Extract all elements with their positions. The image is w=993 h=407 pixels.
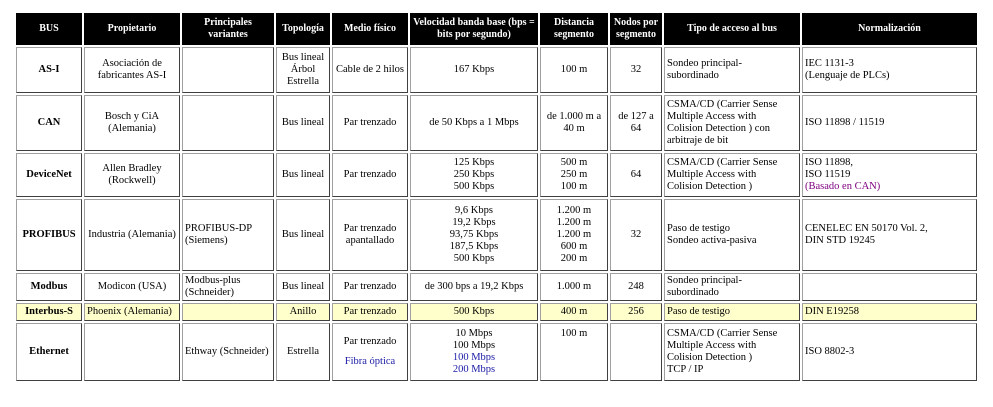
medium-cell: Par trenzado: [332, 273, 408, 301]
fiber-speed: 100 Mbps: [452, 352, 496, 363]
norm-cell: DIN E19258: [802, 303, 977, 321]
distance-cell: 100 m: [540, 323, 608, 381]
distance-cell: 400 m: [540, 303, 608, 321]
norm-cell: ISO 11898, ISO 11519 (Basado en CAN): [802, 153, 977, 197]
header-norm: Normalización: [802, 13, 977, 45]
distance-cell: 1.000 m: [540, 273, 608, 301]
norm-cell: CENELEC EN 50170 Vol. 2, DIN STD 19245: [802, 199, 977, 271]
distance-cell: de 1.000 m a 40 m: [540, 95, 608, 151]
header-topology: Topología: [276, 13, 330, 45]
owner-cell: Modicon (USA): [84, 273, 180, 301]
header-bus: BUS: [16, 13, 82, 45]
bus-name: AS-I: [16, 47, 82, 93]
topology-cell: Estrella: [276, 323, 330, 381]
fieldbus-table: [14, 11, 979, 383]
distance-cell: 1.200 m 1.200 m 1.200 m 600 m 200 m: [540, 199, 608, 271]
speed-cell: 125 Kbps 250 Kbps 500 Kbps: [410, 153, 538, 197]
access-cell: Paso de testigo Sondeo activa-pasiva: [664, 199, 800, 271]
topology-cell: Bus lineal: [276, 199, 330, 271]
access-cell: CSMA/CD (Carrier Sense Multiple Access with Colision Detection ) TCP / IP: [664, 323, 800, 381]
bus-name: Ethernet: [16, 323, 82, 381]
owner-cell: Phoenix (Alemania): [84, 303, 180, 321]
norm-cell: [802, 273, 977, 301]
distance-cell: 100 m: [540, 47, 608, 93]
topology-cell: Bus lineal: [276, 273, 330, 301]
speed-cell: 10 Mbps 100 Mbps 100 Mbps 200 Mbps: [410, 323, 538, 381]
owner-cell: Allen Bradley (Rockwell): [84, 153, 180, 197]
speed-cell: 167 Kbps: [410, 47, 538, 93]
table-row: [16, 153, 977, 197]
access-cell: CSMA/CD (Carrier Sense Multiple Access with Colision Detection ): [664, 153, 800, 197]
bus-name: CAN: [16, 95, 82, 151]
speed-cell: de 300 bps a 19,2 Kbps: [410, 273, 538, 301]
speed-cell: 500 Kbps: [410, 303, 538, 321]
fieldbus-comparison: [14, 11, 977, 383]
access-cell: CSMA/CD (Carrier Sense Multiple Access with Colision Detection ) con arbitraje de bit: [664, 95, 800, 151]
variants-cell: Ethway (Schneider): [182, 323, 274, 381]
norm-note: (Basado en CAN): [805, 181, 881, 192]
variants-cell: Modbus-plus (Schneider): [182, 273, 274, 301]
header-access: Tipo de acceso al bus: [664, 13, 800, 45]
table-row: [16, 323, 977, 381]
fiber-label: Fibra óptica: [344, 356, 396, 367]
owner-cell: [84, 323, 180, 381]
nodes-cell: [610, 323, 662, 381]
access-cell: Paso de testigo: [664, 303, 800, 321]
variants-cell: [182, 95, 274, 151]
nodes-cell: de 127 a 64: [610, 95, 662, 151]
nodes-cell: 32: [610, 47, 662, 93]
table-row: [16, 95, 977, 151]
owner-cell: Bosch y CiA (Alemania): [84, 95, 180, 151]
fiber-speed: 200 Mbps: [452, 364, 496, 375]
header-row: [16, 13, 977, 45]
table-row: [16, 47, 977, 93]
medium-cell: Cable de 2 hilos: [332, 47, 408, 93]
access-cell: Sondeo principal- subordinado: [664, 273, 800, 301]
speed-cell: de 50 Kbps a 1 Mbps: [410, 95, 538, 151]
medium-cell: Par trenzado Fibra óptica: [332, 323, 408, 381]
speed-cell: 9,6 Kbps 19,2 Kbps 93,75 Kbps 187,5 Kbps 500 Kbps: [410, 199, 538, 271]
distance-cell: 500 m 250 m 100 m: [540, 153, 608, 197]
table-row: [16, 273, 977, 301]
topology-cell: Bus lineal Árbol Estrella: [276, 47, 330, 93]
medium-cell: Par trenzado: [332, 153, 408, 197]
bus-name: Modbus: [16, 273, 82, 301]
header-nodes: Nodos por segmento: [610, 13, 662, 45]
bus-name: DeviceNet: [16, 153, 82, 197]
topology-cell: Bus lineal: [276, 95, 330, 151]
variants-cell: [182, 47, 274, 93]
nodes-cell: 256: [610, 303, 662, 321]
owner-cell: Industria (Alemania): [84, 199, 180, 271]
header-variants: Principales variantes: [182, 13, 274, 45]
norm-cell: ISO 11898 / 11519: [802, 95, 977, 151]
header-medium: Medio físico: [332, 13, 408, 45]
owner-cell: Asociación de fabricantes AS-I: [84, 47, 180, 93]
norm-cell: IEC 1131-3 (Lenguaje de PLCs): [802, 47, 977, 93]
variants-cell: [182, 303, 274, 321]
nodes-cell: 32: [610, 199, 662, 271]
nodes-cell: 248: [610, 273, 662, 301]
medium-cell: Par trenzado: [332, 303, 408, 321]
bus-name: Interbus-S: [16, 303, 82, 321]
topology-cell: Anillo: [276, 303, 330, 321]
norm-cell: ISO 8802-3: [802, 323, 977, 381]
bus-name: PROFIBUS: [16, 199, 82, 271]
medium-cell: Par trenzado: [332, 95, 408, 151]
topology-cell: Bus lineal: [276, 153, 330, 197]
table-row: [16, 199, 977, 271]
variants-cell: PROFIBUS-DP (Siemens): [182, 199, 274, 271]
header-owner: Propietario: [84, 13, 180, 45]
table-row-highlighted: [16, 303, 977, 321]
variants-cell: [182, 153, 274, 197]
header-speed: Velocidad banda base (bps = bits por segundo): [410, 13, 538, 45]
header-distance: Distancia segmento: [540, 13, 608, 45]
access-cell: Sondeo principal- subordinado: [664, 47, 800, 93]
medium-cell: Par trenzado apantallado: [332, 199, 408, 271]
nodes-cell: 64: [610, 153, 662, 197]
